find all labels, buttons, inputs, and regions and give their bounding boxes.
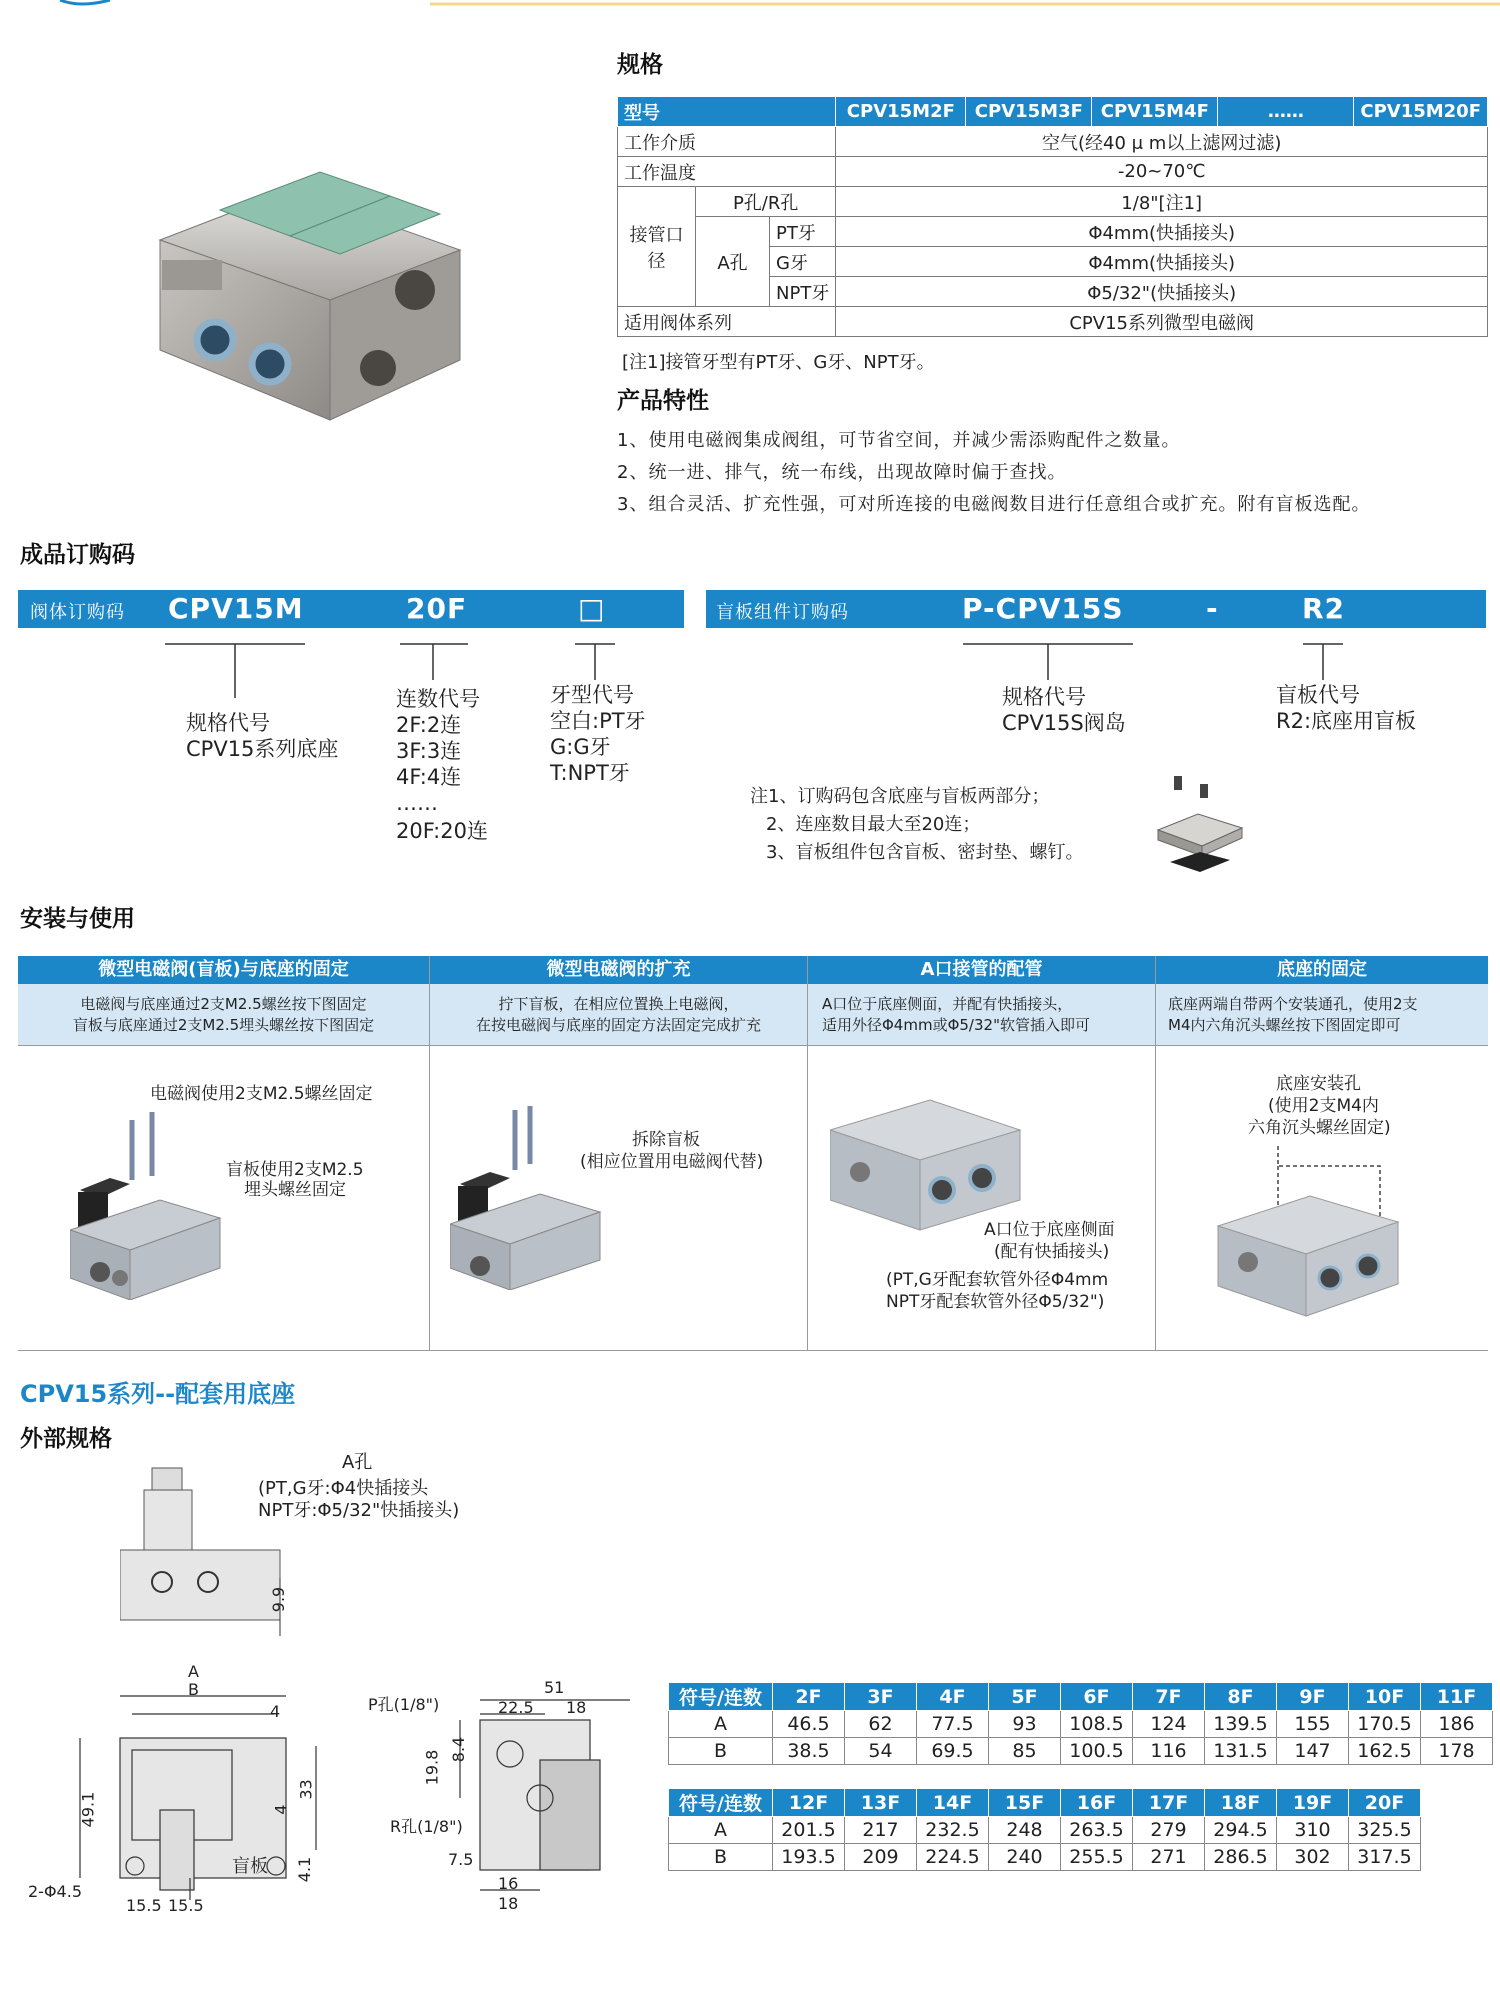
dim-4a: 4 xyxy=(270,1702,281,1721)
blank-plate-label: 盲板 xyxy=(232,1856,268,1877)
dim-19-8: 19.8 xyxy=(422,1749,442,1786)
count-code-item: 3F:3连 xyxy=(396,739,462,763)
dim-cell: 310 xyxy=(1277,1817,1349,1844)
dim-header-cell: 20F xyxy=(1349,1789,1421,1817)
dim-header-cell: 2F xyxy=(773,1683,845,1711)
order-code-connectors xyxy=(0,628,1500,708)
dim-22-5: 22.5 xyxy=(498,1698,534,1717)
dim-cell: 224.5 xyxy=(917,1844,989,1871)
valve-order-code-bar xyxy=(18,590,684,628)
order-note: 注1、订购码包含底座与盲板两部分； xyxy=(750,786,1050,807)
thread-code-item: 空白:PT牙 xyxy=(550,709,646,733)
a-hole-desc-2: NPT牙:Φ5/32"快插接头) xyxy=(258,1500,460,1521)
spec-code-desc: CPV15系列底座 xyxy=(186,737,339,761)
dim-4-1: 4.1 xyxy=(295,1856,315,1883)
dim-header-cell: 13F xyxy=(845,1789,917,1817)
spec-value: CPV15系列微型电磁阀 xyxy=(836,307,1488,337)
dim-15-5a: 15.5 xyxy=(126,1896,162,1915)
valve-code-box: □ xyxy=(578,592,606,625)
dim-cell: 100.5 xyxy=(1061,1738,1133,1765)
order-title: 成品订购码 xyxy=(20,542,135,568)
c1-note1: 电磁阀使用2支M2.5螺丝固定 xyxy=(150,1084,373,1104)
order-note: 3、盲板组件包含盲板、密封垫、螺钉。 xyxy=(766,842,1084,863)
dim-cell: 54 xyxy=(845,1738,917,1765)
spec-value: Φ5/32"(快插接头) xyxy=(836,277,1488,307)
feature-item: 2、统一进、排气，统一布线，出现故障时偏于查找。 xyxy=(617,462,1067,483)
dim-cell: 232.5 xyxy=(917,1817,989,1844)
dim-18b: 18 xyxy=(498,1894,519,1913)
install-divider xyxy=(18,1045,1488,1046)
dim-cell: 294.5 xyxy=(1205,1817,1277,1844)
blank-plate-kit-image xyxy=(1150,770,1250,880)
dim-header-cell: 5F xyxy=(989,1683,1061,1711)
blank-order-caption: 盲板组件订购码 xyxy=(716,602,849,623)
thread-code-item: T:NPT牙 xyxy=(550,761,630,785)
blank-code-dash: - xyxy=(1206,592,1219,625)
spec-title: 规格 xyxy=(617,52,663,78)
blank-code-desc: R2:底座用盲板 xyxy=(1276,709,1417,733)
spec-header-col: CPV15M3F xyxy=(966,97,1092,127)
install-desc-line: A口位于底座侧面，并配有快插接头， xyxy=(822,995,1073,1013)
blank-code-series: P-CPV15S xyxy=(962,592,1124,625)
count-code-item: 2F:2连 xyxy=(396,713,462,737)
spec-header-model: 型号 xyxy=(618,97,836,127)
spec-label: 接管口径 xyxy=(618,187,696,307)
dim-cell: 186 xyxy=(1421,1711,1493,1738)
dim-header-cell: 15F xyxy=(989,1789,1061,1817)
dim-header-cell: 11F xyxy=(1421,1683,1493,1711)
a-hole-label: A孔 xyxy=(342,1452,373,1473)
c4-note3: 六角沉头螺丝固定) xyxy=(1248,1118,1391,1138)
dim-cell: A xyxy=(669,1817,773,1844)
c3-note3: (PT,G牙配套软管外径Φ4mm xyxy=(886,1270,1109,1290)
dim-header-cell: 3F xyxy=(845,1683,917,1711)
blank-order-code-bar xyxy=(706,590,1486,628)
outer-spec-title: 外部规格 xyxy=(20,1426,112,1452)
table-row xyxy=(669,1844,1421,1871)
dim-cell: B xyxy=(669,1738,773,1765)
install-col-desc xyxy=(18,984,429,1046)
c3-note2: (配有快插接头) xyxy=(994,1242,1110,1262)
dim-cell: 178 xyxy=(1421,1738,1493,1765)
install-col-desc xyxy=(430,984,807,1046)
dim-cell: 38.5 xyxy=(773,1738,845,1765)
count-code-item: …… xyxy=(396,791,438,815)
spec-table xyxy=(617,96,1488,337)
order-note: 2、连座数目最大至20连； xyxy=(766,814,981,835)
dim-33: 33 xyxy=(296,1779,316,1800)
spec-header-col: CPV15M2F xyxy=(836,97,966,127)
dim-cell: 271 xyxy=(1133,1844,1205,1871)
install-desc-line: 底座两端自带两个安装通孔，使用2支 xyxy=(1168,995,1418,1013)
dim-4b: 4 xyxy=(271,1804,291,1815)
count-code-title: 连数代号 xyxy=(396,687,480,711)
install-desc-line: 电磁阀与底座通过2支M2.5螺丝按下图固定 xyxy=(80,995,367,1013)
dim-cell: 147 xyxy=(1277,1738,1349,1765)
dim-cell: B xyxy=(669,1844,773,1871)
dim-cell: 201.5 xyxy=(773,1817,845,1844)
dim-cell: 139.5 xyxy=(1205,1711,1277,1738)
dim-cell: 170.5 xyxy=(1349,1711,1421,1738)
dim-cell: 77.5 xyxy=(917,1711,989,1738)
dim-cell: 302 xyxy=(1277,1844,1349,1871)
c3-note1: A口位于底座侧面 xyxy=(984,1220,1115,1240)
dim-cell: 248 xyxy=(989,1817,1061,1844)
spec-header-row xyxy=(618,97,1488,127)
spec-label: P孔/R孔 xyxy=(696,187,836,217)
install-col-desc xyxy=(808,984,1155,1046)
base-series-title: CPV15系列--配套用底座 xyxy=(20,1380,296,1408)
spec-label: 适用阀体系列 xyxy=(618,307,836,337)
dim-cell: 263.5 xyxy=(1061,1817,1133,1844)
install-desc-line: 盲板与底座通过2支M2.5埋头螺丝按下图固定 xyxy=(72,1016,375,1034)
dim-cell: 240 xyxy=(989,1844,1061,1871)
spec-header-col: …… xyxy=(1218,97,1354,127)
c2-note2: (相应位置用电磁阀代替) xyxy=(580,1152,764,1172)
dim-cell: 255.5 xyxy=(1061,1844,1133,1871)
dim-18a: 18 xyxy=(566,1698,587,1717)
dim-16: 16 xyxy=(498,1874,519,1893)
dimension-table-12f-20f xyxy=(668,1788,1421,1871)
install-col-head: 微型电磁阀的扩充 xyxy=(430,956,807,984)
count-code-item: 4F:4连 xyxy=(396,765,462,789)
spec-value: 空气(经40 μ m以上滤网过滤) xyxy=(836,127,1488,157)
base-mounting-illustration xyxy=(1210,1146,1410,1326)
dim-51: 51 xyxy=(544,1678,565,1697)
spec-value: Φ4mm(快插接头) xyxy=(836,217,1488,247)
blank-code-title: 盲板代号 xyxy=(1276,683,1360,707)
valve-on-base-illustration xyxy=(70,1100,270,1300)
dim-hole: 2-Φ4.5 xyxy=(28,1882,82,1901)
spec-label: A孔 xyxy=(696,217,770,307)
dim-8-4: 8.4 xyxy=(449,1736,469,1763)
island-spec-title: 规格代号 xyxy=(1002,685,1086,709)
dim-header-cell: 10F xyxy=(1349,1683,1421,1711)
spec-label: NPT牙 xyxy=(770,277,836,307)
table-row xyxy=(669,1738,1493,1765)
c4-note2: (使用2支M4内 xyxy=(1268,1096,1379,1116)
dim-header-cell: 19F xyxy=(1277,1789,1349,1817)
dim-cell: 279 xyxy=(1133,1817,1205,1844)
blank-code-r2: R2 xyxy=(1302,592,1346,625)
spec-header-col: CPV15M4F xyxy=(1092,97,1218,127)
install-col-desc xyxy=(1156,984,1488,1046)
dim-table-header xyxy=(669,1683,1493,1711)
dim-cell: A xyxy=(669,1711,773,1738)
island-spec-desc: CPV15S阀岛 xyxy=(1002,711,1126,735)
c2-note1: 拆除盲板 xyxy=(632,1130,700,1150)
install-desc-line: 拧下盲板，在相应位置换上电磁阀， xyxy=(498,995,739,1013)
install-title: 安装与使用 xyxy=(20,906,135,932)
spec-label: 工作温度 xyxy=(618,157,836,187)
dim-49-1: 49.1 xyxy=(78,1791,98,1828)
dim-header-cell: 符号/连数 xyxy=(669,1683,773,1711)
dim-header-cell: 符号/连数 xyxy=(669,1789,773,1817)
dim-header-cell: 14F xyxy=(917,1789,989,1817)
spec-label: G牙 xyxy=(770,247,836,277)
dim-cell: 124 xyxy=(1133,1711,1205,1738)
dim-table-header xyxy=(669,1789,1421,1817)
c1-note2b: 埋头螺丝固定 xyxy=(244,1180,346,1200)
dim-cell: 217 xyxy=(845,1817,917,1844)
dim-cell: 131.5 xyxy=(1205,1738,1277,1765)
install-desc-line: 在按电磁阀与底座的固定方法固定完成扩充 xyxy=(475,1016,761,1034)
valve-expansion-illustration xyxy=(450,1100,620,1290)
dim-cell: 46.5 xyxy=(773,1711,845,1738)
r-hole-label: R孔(1/8") xyxy=(390,1817,463,1836)
valve-order-caption: 阀体订购码 xyxy=(30,602,125,623)
table-row xyxy=(669,1711,1493,1738)
install-desc-line: M4内六角沉头螺丝按下图固定即可 xyxy=(1168,1016,1401,1034)
top-decoration xyxy=(0,0,1500,8)
spec-note: [注1]接管牙型有PT牙、G牙、NPT牙。 xyxy=(622,352,935,373)
dim-header-cell: 8F xyxy=(1205,1683,1277,1711)
spec-label: PT牙 xyxy=(770,217,836,247)
dim-9-9: 9.9 xyxy=(269,1586,289,1613)
dim-header-cell: 6F xyxy=(1061,1683,1133,1711)
thread-code-title: 牙型代号 xyxy=(550,683,634,707)
dim-cell: 62 xyxy=(845,1711,917,1738)
dim-a: A xyxy=(188,1662,199,1681)
dim-cell: 108.5 xyxy=(1061,1711,1133,1738)
dim-header-cell: 17F xyxy=(1133,1789,1205,1817)
c4-note1: 底座安装孔 xyxy=(1276,1074,1361,1094)
manifold-base-photo xyxy=(140,140,480,440)
thread-code-item: G:G牙 xyxy=(550,735,611,759)
feature-item: 3、组合灵活、扩充性强，可对所连接的电磁阀数目进行任意组合或扩充。附有盲板选配。 xyxy=(617,494,1371,515)
spec-value: -20~70℃ xyxy=(836,157,1488,187)
dim-cell: 93 xyxy=(989,1711,1061,1738)
install-desc-line: 适用外径Φ4mm或Φ5/32"软管插入即可 xyxy=(822,1016,1090,1034)
spec-code-title: 规格代号 xyxy=(186,711,270,735)
dim-cell: 85 xyxy=(989,1738,1061,1765)
valve-code-series: CPV15M xyxy=(168,592,304,625)
dim-cell: 193.5 xyxy=(773,1844,845,1871)
dim-cell: 317.5 xyxy=(1349,1844,1421,1871)
p-hole-label: P孔(1/8") xyxy=(368,1695,440,1714)
count-code-item: 20F:20连 xyxy=(396,819,488,843)
table-row xyxy=(669,1817,1421,1844)
c1-note2a: 盲板使用2支M2.5 xyxy=(226,1160,364,1180)
features-title: 产品特性 xyxy=(617,388,709,414)
dim-header-cell: 7F xyxy=(1133,1683,1205,1711)
dim-cell: 209 xyxy=(845,1844,917,1871)
a-hole-desc-1: (PT,G牙:Φ4快插接头 xyxy=(258,1478,429,1499)
dim-cell: 286.5 xyxy=(1205,1844,1277,1871)
feature-item: 1、使用电磁阀集成阀组，可节省空间，并减少需添购配件之数量。 xyxy=(617,430,1181,451)
spec-label: 工作介质 xyxy=(618,127,836,157)
valve-code-count: 20F xyxy=(406,592,468,625)
install-col-head: 底座的固定 xyxy=(1156,956,1488,984)
dim-b: B xyxy=(188,1680,199,1699)
spec-value: 1/8"[注1] xyxy=(836,187,1488,217)
spec-value: Φ4mm(快插接头) xyxy=(836,247,1488,277)
install-col-head: 微型电磁阀(盲板)与底座的固定 xyxy=(18,956,429,984)
c3-note4: NPT牙配套软管外径Φ5/32") xyxy=(886,1292,1105,1312)
dim-cell: 69.5 xyxy=(917,1738,989,1765)
dimension-table-2f-11f xyxy=(668,1682,1493,1765)
dim-header-cell: 18F xyxy=(1205,1789,1277,1817)
spec-header-col: CPV15M20F xyxy=(1354,97,1488,127)
dim-header-cell: 9F xyxy=(1277,1683,1349,1711)
dim-header-cell: 16F xyxy=(1061,1789,1133,1817)
install-col-head: A口接管的配管 xyxy=(808,956,1155,984)
dim-cell: 155 xyxy=(1277,1711,1349,1738)
dim-cell: 162.5 xyxy=(1349,1738,1421,1765)
dim-7-5: 7.5 xyxy=(448,1850,474,1869)
dim-cell: 116 xyxy=(1133,1738,1205,1765)
dim-cell: 325.5 xyxy=(1349,1817,1421,1844)
dim-header-cell: 12F xyxy=(773,1789,845,1817)
dim-header-cell: 4F xyxy=(917,1683,989,1711)
dim-15-5b: 15.5 xyxy=(168,1896,204,1915)
